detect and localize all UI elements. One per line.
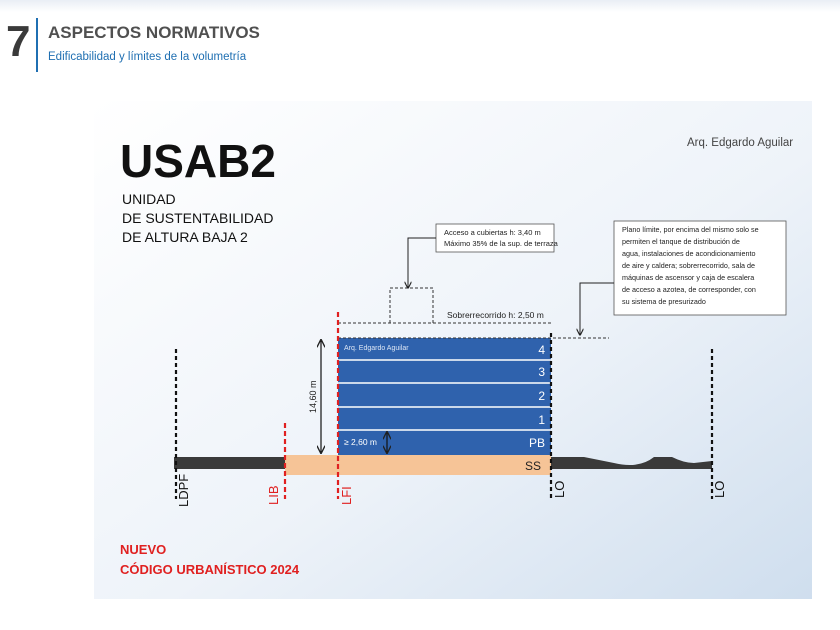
floor-label-3: 3 [538, 365, 545, 379]
footer-line-2: CÓDIGO URBANÍSTICO 2024 [120, 562, 300, 577]
footer-line-1: NUEVO [120, 542, 167, 557]
lib-label: LIB [266, 485, 281, 505]
usab2-diagram [94, 101, 812, 599]
top-gradient-bar [0, 0, 840, 12]
diagram-title: USAB2 [120, 135, 276, 187]
note-plane-line-3: agua, instalaciones de acondicionamiento [622, 249, 756, 258]
building-watermark: Arq. Edgardo Aguilar [344, 345, 409, 352]
floor-label-pb: PB [528, 436, 545, 450]
section-title: ASPECTOS NORMATIVOS [48, 23, 260, 42]
ldpf-label: LDPF [176, 473, 191, 507]
note-plane-line-4: de aire y caldera; sobrerrecorrido, sala de [622, 261, 756, 270]
note-plane-line-2: permiten el tanque de distribución de [622, 237, 740, 246]
note-access-line-2: Máximo 35% de la sup. de terraza [444, 239, 558, 248]
basement-block [285, 455, 551, 475]
lo-right-label: LO [712, 480, 727, 498]
diagram-panel [94, 101, 812, 599]
subtitle-line-1: UNIDAD [122, 191, 176, 207]
height-pb-label: ≥ 2,60 m [344, 437, 378, 447]
subtitle-line-3: DE ALTURA BAJA 2 [122, 229, 248, 245]
author-credit: Arq. Edgardo Aguilar [687, 137, 794, 149]
section-number: 7 [6, 17, 31, 66]
lfi-label: LFI [339, 486, 354, 505]
sobrerrecorrido-label: Sobrerrecorrido h: 2,50 m [447, 310, 544, 320]
lo-left-label: LO [552, 480, 567, 498]
section-subtitle: Edificabilidad y límites de la volumetría [48, 51, 247, 63]
subtitle-line-2: DE SUSTENTABILIDAD [122, 210, 274, 226]
note-access-line-1: Acceso a cubiertas h: 3,40 m [444, 228, 541, 237]
height-total-label: 14,60 m [308, 380, 318, 413]
note-plane-line-1: Plano límite, por encima del mismo solo se [622, 225, 759, 234]
floor-label-4: 4 [538, 343, 545, 357]
note-plane-line-5: máquinas de ascensor y caja de escalera [622, 273, 755, 282]
basement-label: SS [524, 459, 541, 473]
floor-label-1: 1 [538, 413, 545, 427]
section-divider [36, 18, 38, 72]
note-plane-line-7: su sistema de presurizado [622, 297, 706, 306]
note-plane-line-6: de acceso a azotea, de corresponder, con [622, 285, 756, 294]
floor-label-2: 2 [538, 389, 545, 403]
